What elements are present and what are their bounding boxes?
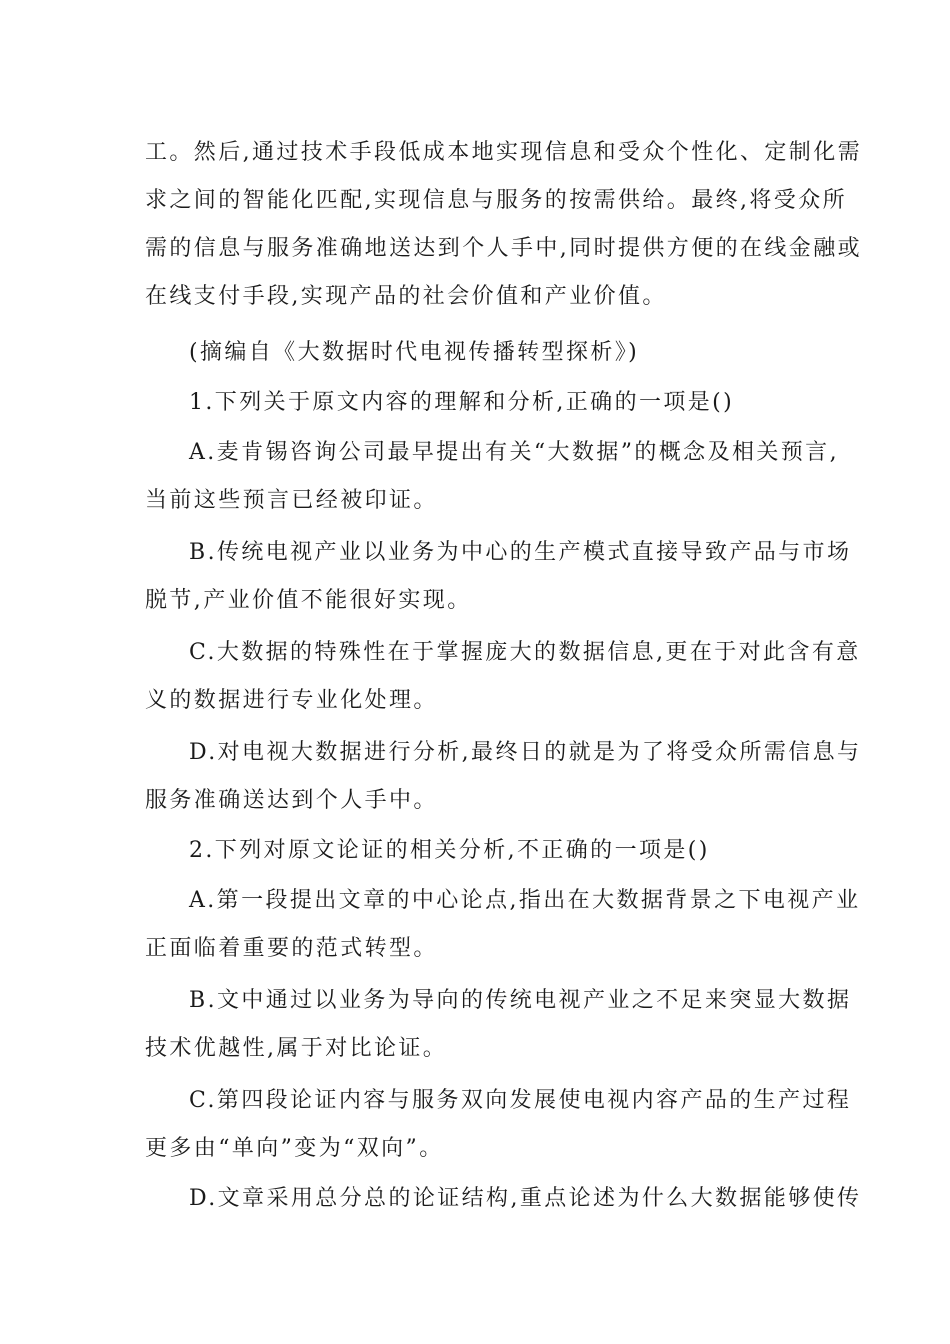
- option-c-cont: 义的数据进行专业化处理。: [145, 688, 438, 713]
- option-b-cont: 技术优越性,属于对比论证。: [145, 1036, 448, 1061]
- question-stem: 1.下列关于原文内容的理解和分析,正确的一项是(): [189, 390, 735, 415]
- option-b: B.文中通过以业务为导向的传统电视产业之不足来突显大数据: [189, 988, 852, 1013]
- option-a: A.第一段提出文章的中心论点,指出在大数据背景之下电视产业: [189, 888, 861, 913]
- text-line: 求之间的智能化匹配,实现信息与服务的按需供给。最终,将受众所: [145, 188, 847, 213]
- option-c: C.大数据的特殊性在于掌握庞大的数据信息,更在于对此含有意: [189, 640, 861, 665]
- text-line: 需的信息与服务准确地送达到个人手中,同时提供方便的在线金融或: [145, 236, 862, 261]
- text-line: 工。然后,通过技术手段低成本地实现信息和受众个性化、定制化需: [145, 140, 862, 165]
- option-d: D.对电视大数据进行分析,最终日的就是为了将受众所需信息与: [189, 740, 862, 765]
- option-b: B.传统电视产业以业务为中心的生产模式直接导致产品与市场: [189, 540, 852, 565]
- option-a-cont: 当前这些预言已经被印证。: [145, 488, 438, 513]
- source-citation: (摘编自《大数据时代电视传播转型探析》): [189, 340, 640, 365]
- option-c: C.第四段论证内容与服务双向发展使电视内容产品的生产过程: [189, 1088, 852, 1113]
- option-a-cont: 正面临着重要的范式转型。: [145, 936, 438, 961]
- option-c-cont: 更多由“单向”变为“双向”。: [145, 1136, 444, 1161]
- text-line: 在线支付手段,实现产品的社会价值和产业价值。: [145, 284, 667, 309]
- question-stem: 2.下列对原文论证的相关分析,不正确的一项是(): [189, 838, 710, 863]
- option-b-cont: 脱节,产业价值不能很好实现。: [145, 588, 472, 613]
- option-d: D.文章采用总分总的论证结构,重点论述为什么大数据能够使传: [189, 1186, 862, 1211]
- option-a: A.麦肯锡咨询公司最早提出有关“大数据”的概念及相关预言,: [189, 440, 839, 465]
- option-d-cont: 服务准确送达到个人手中。: [145, 788, 438, 813]
